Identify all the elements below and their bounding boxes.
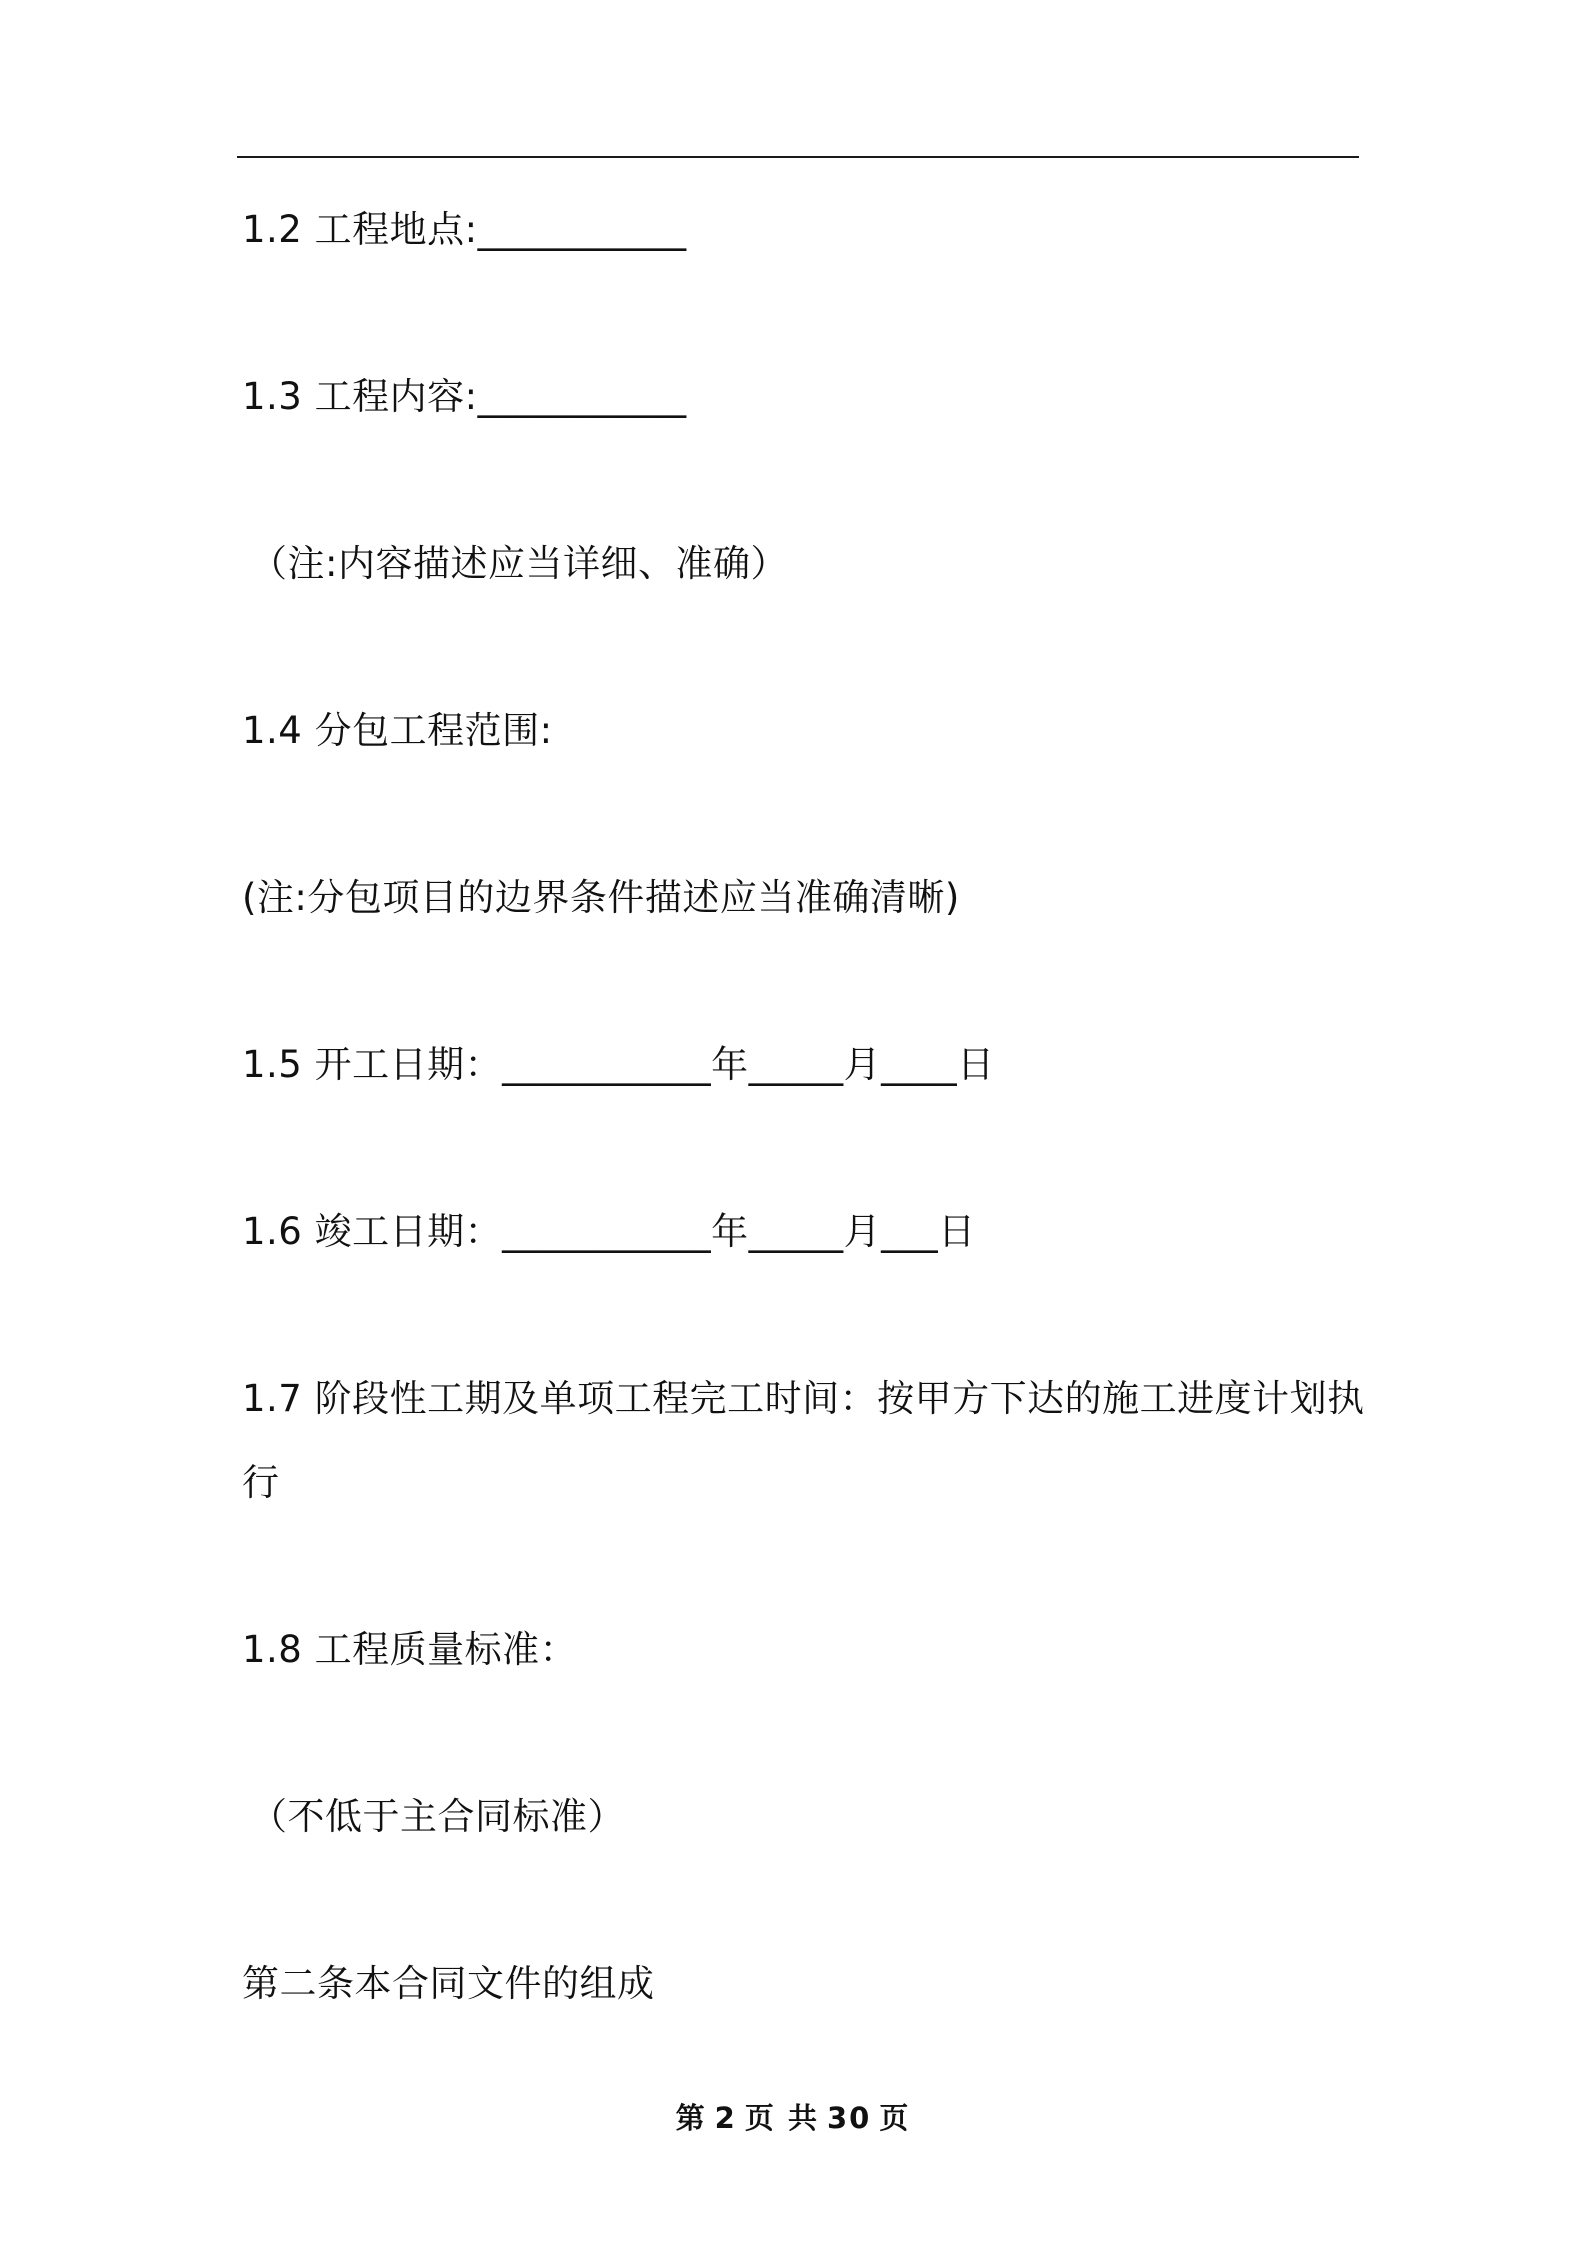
clause-1-2-location: 1.2 工程地点:___________ [242,208,687,251]
note-quality-standard: （不低于主合同标准） [250,1795,625,1838]
footer-prefix: 第 [675,2101,707,2135]
clause-1-5-start-date: 1.5 开工日期：___________年_____月____日 [242,1043,995,1086]
clause-1-8-quality-standard: 1.8 工程质量标准： [242,1628,578,1671]
clause-1-3-content: 1.3 工程内容:___________ [242,375,687,418]
note-subcontract-boundary: (注:分包项目的边界条件描述应当准确清晰) [242,876,960,919]
page-footer [0,2098,1586,2138]
footer-suffix: 页 [879,2101,911,2135]
total-page-number: 30 [826,2101,872,2135]
header-rule [237,156,1359,158]
note-content-description: （注:内容描述应当详细、准确） [250,542,788,585]
article-2-heading: 第二条本合同文件的组成 [242,1962,655,2005]
clause-1-6-completion-date: 1.6 竣工日期：___________年_____月___日 [242,1210,976,1253]
clause-1-7-phase-schedule: 1.7 阶段性工期及单项工程完工时间：按甲方下达的施工进度计划执行 [242,1377,1365,1504]
clause-1-4-scope: 1.4 分包工程范围: [242,709,553,752]
current-page-number: 2 [714,2101,737,2135]
footer-middle: 页 共 [744,2101,819,2135]
